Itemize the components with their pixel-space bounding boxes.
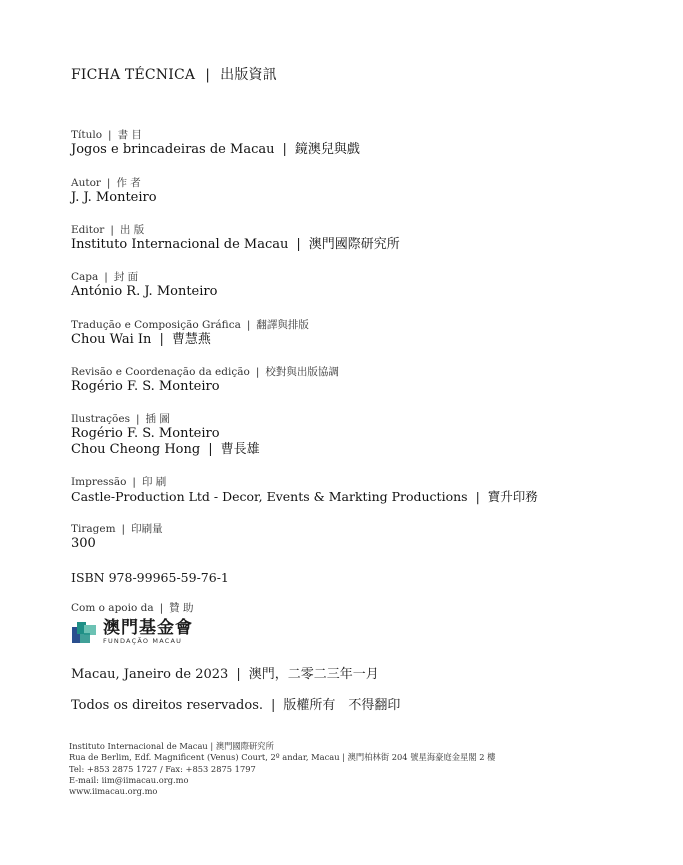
entry-publisher: Editor | 出 版 Instituto Internacional de Macau | 澳門國際研究所 [71,224,400,252]
entry-value-pt: Rogério F. S. Monteiro [71,426,220,441]
entry-label-zh: 出 版 [119,224,145,236]
entry-label-zh: 封 面 [113,271,139,283]
entry-author: Autor | 作 者 J. J. Monteiro [71,177,157,205]
rights-notice: Todos os direitos reservados. | 版權所有 不得翻印 [71,698,401,713]
entry-label-zh: 印 刷 [141,476,167,488]
entry-label-zh: 作 者 [116,177,141,189]
entry-label-pt: Ilustrações [71,413,130,425]
entry-value-zh: 澳門國際研究所 [308,237,400,252]
isbn: ISBN 978-99965-59-76-1 [71,570,229,585]
entry-value-zh: 曹慧燕 [171,332,211,347]
logo-wordmark-pt: FUNDAÇÃO MACAU [103,637,183,645]
entry-value-pt: Chou Cheong Hong [71,442,201,457]
entry-label-pt: Impressão [71,476,127,488]
entry-value-zh: 鏡澳兒與戲 [294,142,360,157]
entry-cover: Capa | 封 面 António R. J. Monteiro [71,271,218,299]
entry-label-zh: 印刷量 [131,523,163,535]
date-pt: Macau, Janeiro de 2023 [71,667,229,682]
entry-value-pt: António R. J. Monteiro [71,284,218,299]
entry-label-zh: 插 圖 [145,413,170,425]
footer-line: www.iimacau.org.mo [69,786,158,797]
support-label: Com o apoio da | 贊 助 [71,602,194,614]
entry-label-zh: 校對與出版協調 [265,366,339,378]
entry-label-zh: 翻譯與排版 [256,319,309,331]
entry-revision: Revisão e Coordenação da edição | 校對與出版協調 Rogério F. S. Monteiro [71,366,339,394]
entry-label-pt: Editor [71,224,105,236]
entry-label-zh: 書 目 [117,129,142,141]
footer-line: E-mail: iim@iimacau.org.mo [69,774,189,785]
entry-translation: Tradução e Composição Gráfica | 翻譯與排版 Chou Wai In | 曹慧燕 [71,319,309,347]
publication-date: Macau, Janeiro de 2023 | 澳門，二零二三年一月 [71,667,379,682]
entry-print-run: Tiragem | 印刷量 300 [71,523,163,551]
support-label-zh: 贊 助 [169,602,194,614]
entry-title: Título | 書 目 Jogos e brincadeiras de Macau | 鏡澳兒與戲 [71,129,360,157]
entry-value-pt: Instituto Internacional de Macau [71,237,289,252]
entry-value-zh: 寶升印務 [487,489,538,504]
entry-value-zh: 曹長雄 [220,442,260,457]
rights-zh: 版權所有 不得翻印 [283,698,401,713]
entry-label-pt: Revisão e Coordenação da edição [71,366,250,378]
entry-illustrations: Ilustrações | 插 圖 Rogério F. S. Monteiro Chou Cheong Hong | 曹長雄 [71,413,260,457]
heading-zh: 出版資訊 [220,67,277,83]
entry-value-pt: J. J. Monteiro [71,190,157,205]
fundacao-macau-emblem-icon [71,619,99,645]
entry-label-pt: Tiragem [71,523,116,535]
entry-printing: Impressão | 印 刷 Castle-Production Ltd - Decor, Events & Markting Productions | 寶升印務 [71,476,538,504]
date-zh: 澳門，二零二三年一月 [248,667,379,682]
entry-label-pt: Capa [71,271,99,283]
page-heading: FICHA TÉCNICA | 出版資訊 [71,67,277,83]
fundacao-macau-logo [71,619,193,645]
logo-wordmark-zh: 澳門基金會 [103,618,193,638]
entry-value-pt: Rogério F. S. Monteiro [71,379,220,394]
heading-pt: FICHA TÉCNICA [71,67,196,83]
footer-line: Instituto Internacional de Macau | 澳門國際研究所 [69,741,274,751]
entry-label-pt: Autor [71,177,101,189]
entry-value-pt: Castle-Production Ltd - Decor, Events & Markting Productions [71,489,468,504]
entry-value-pt: Jogos e brincadeiras de Macau [71,142,275,157]
footer-contact [69,741,495,797]
support-label-pt: Com o apoio da [71,602,154,614]
rights-pt: Todos os direitos reservados. [71,698,264,713]
entry-value-pt: Chou Wai In [71,332,152,347]
footer-line: Rua de Berlim, Edf. Magnificent (Venus) Court, 2º andar, Macau | 澳門柏林街 204 號星海豪庭金星閣 2 樓 [69,752,496,763]
entry-label-pt: Título [71,129,103,141]
footer-line: Tel: +853 2875 1727 / Fax: +853 2875 1797 [69,763,256,774]
entry-label-pt: Tradução e Composição Gráfica [71,319,241,331]
entry-value-pt: 300 [71,536,96,551]
